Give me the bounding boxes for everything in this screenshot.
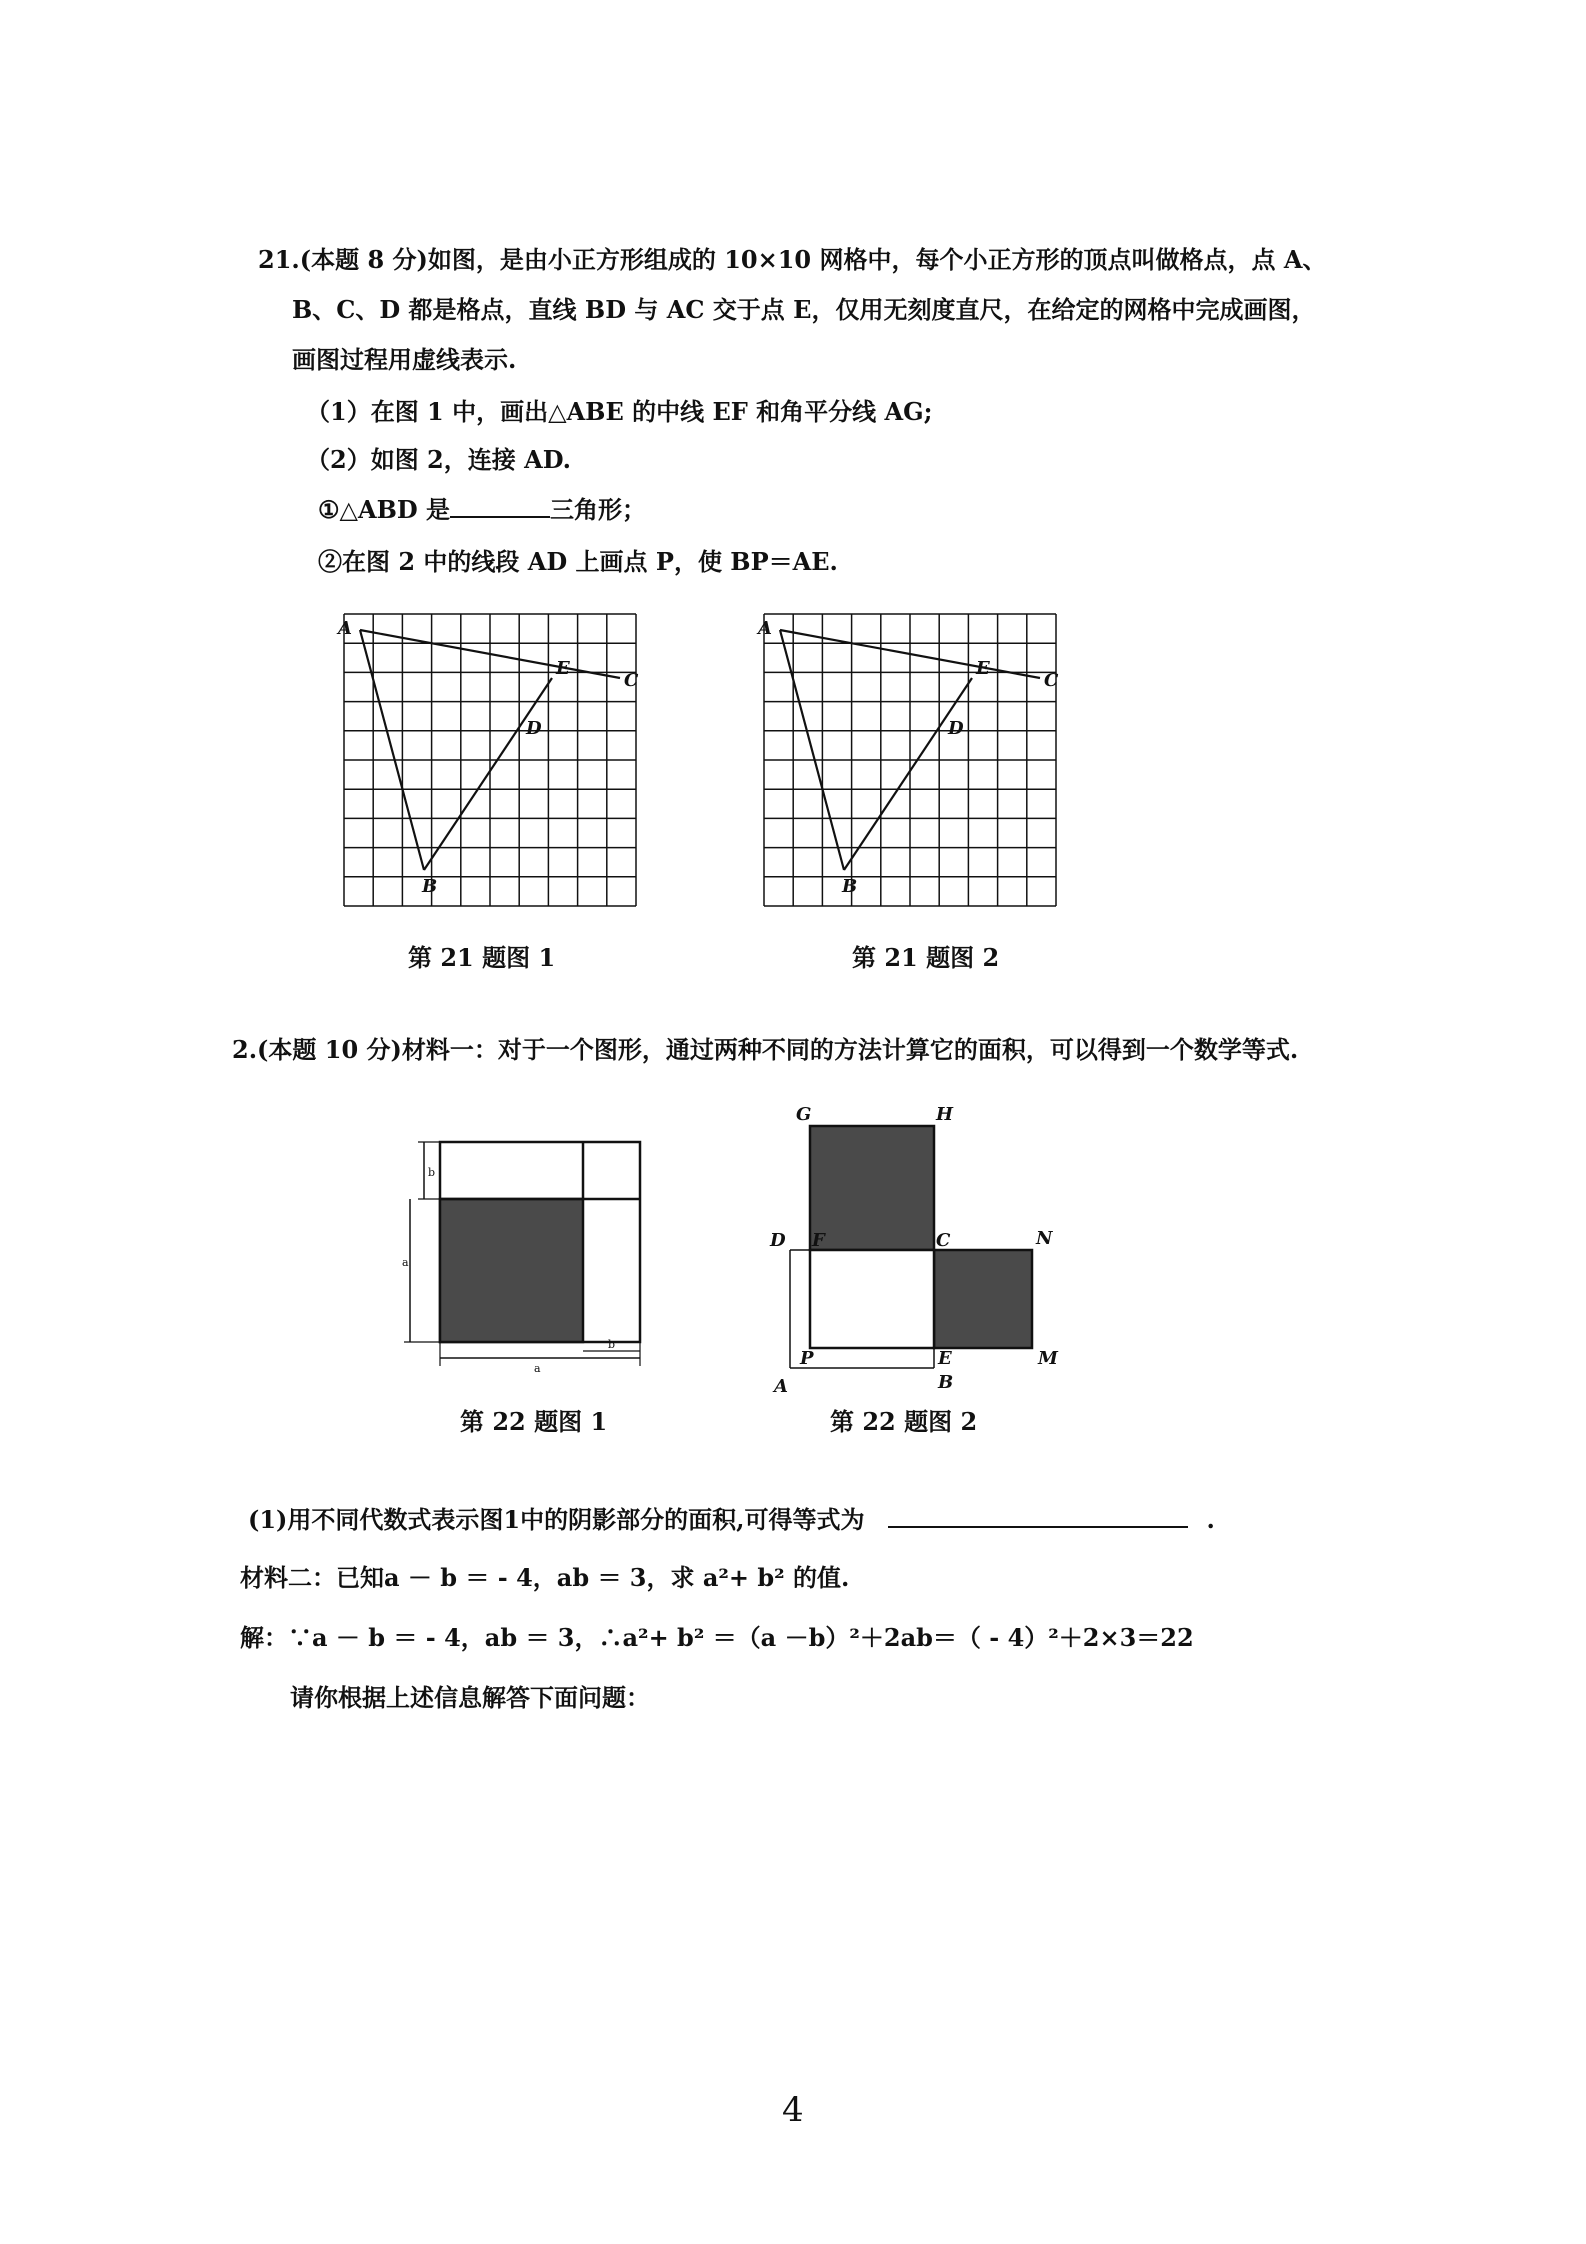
q21-intro-line-2: B、C、D 都是格点，直线 BD 与 AC 交于点 E，仅用无刻度直尺，在给定的网格中完成画图， xyxy=(292,295,1316,324)
grid xyxy=(344,614,636,906)
q21-figure-1 xyxy=(330,600,650,920)
q22-figure-1 xyxy=(400,1126,660,1386)
q21-part-2: （2）如图 2，连接 AD. xyxy=(306,445,572,474)
q21-figure-2-caption: 第 21 题图 2 xyxy=(852,943,1000,972)
q22-figure-1-caption: 第 22 题图 1 xyxy=(460,1407,608,1436)
q22-instruction: 请你根据上述信息解答下面问题： xyxy=(290,1683,650,1712)
point-label-c: C xyxy=(624,670,639,691)
point-label-e: E xyxy=(556,658,570,679)
label-b-bottom: b xyxy=(608,1338,616,1351)
q22-figure-2-caption: 第 22 题图 2 xyxy=(830,1407,978,1436)
point-label-e: E xyxy=(938,1348,952,1369)
q22-part-1 xyxy=(248,1500,1215,1535)
segment-ab xyxy=(360,630,424,870)
q21-figure-1-caption: 第 21 题图 1 xyxy=(408,943,556,972)
q21-part-2b: ②在图 2 中的线段 AD 上画点 P，使 BP＝AE. xyxy=(318,547,838,576)
segment-be xyxy=(424,678,552,870)
white-square xyxy=(810,1250,934,1348)
q21-part-2a-pre: ①△ABD 是 xyxy=(318,495,451,524)
point-label-c: C xyxy=(936,1230,951,1251)
shaded-square-large xyxy=(810,1126,934,1250)
q21-intro-line-1: 21.(本题 8 分)如图，是由小正方形组成的 10×10 网格中，每个小正方形的顶点叫做格点，点 A、 xyxy=(258,245,1327,274)
q21-part-1: （1）在图 1 中，画出△ABE 的中线 EF 和角平分线 AG; xyxy=(306,397,933,426)
q22-figure-2 xyxy=(760,1100,1080,1400)
shaded-square xyxy=(440,1199,583,1342)
point-label-a: A xyxy=(758,618,772,639)
point-label-b: B xyxy=(422,876,438,897)
point-label-n: N xyxy=(1036,1228,1053,1249)
answer-blank xyxy=(450,492,550,518)
label-b-top: b xyxy=(428,1166,436,1179)
shaded-square-small xyxy=(934,1250,1032,1348)
point-label-d: D xyxy=(770,1230,786,1251)
point-label-c: C xyxy=(1044,670,1059,691)
segment-be xyxy=(844,678,972,870)
grid xyxy=(764,614,1056,906)
point-label-d: D xyxy=(526,718,542,739)
q22-solution: 解：∵a － b ＝ - 4，ab ＝ 3，∴a²+ b² ＝（a －b）²＋2ab＝（ - 4）²＋2×3＝22 xyxy=(240,1623,1194,1652)
point-label-p: P xyxy=(800,1348,814,1369)
q22-material-2: 材料二：已知a － b ＝ - 4，ab ＝ 3，求 a²+ b² 的值. xyxy=(240,1563,850,1592)
q21-part-2a xyxy=(318,490,646,525)
q21-figure-2 xyxy=(750,600,1070,920)
q22-part-1-pre: (1)用不同代数式表示图1中的阴影部分的面积,可得等式为 xyxy=(248,1505,865,1534)
label-a-left: a xyxy=(402,1256,409,1269)
point-label-m: M xyxy=(1038,1348,1058,1369)
point-label-e: E xyxy=(976,658,990,679)
page-number: 4 xyxy=(782,2090,804,2130)
q22-part-1-post: . xyxy=(1206,1505,1215,1534)
point-label-f: F xyxy=(812,1230,825,1251)
q21-intro-line-3: 画图过程用虚线表示. xyxy=(292,345,517,374)
q22-intro: 2.(本题 10 分)材料一：对于一个图形，通过两种不同的方法计算它的面积，可以得到一个数学等式. xyxy=(232,1035,1299,1064)
point-label-b: B xyxy=(938,1372,954,1393)
q21-part-2a-post: 三角形； xyxy=(550,495,647,524)
point-label-b: B xyxy=(842,876,858,897)
point-label-a: A xyxy=(338,618,352,639)
point-label-a: A xyxy=(774,1376,788,1397)
label-a-bottom: a xyxy=(534,1362,541,1375)
point-label-g: G xyxy=(796,1104,812,1125)
segment-ab xyxy=(780,630,844,870)
answer-blank xyxy=(888,1502,1188,1528)
point-label-d: D xyxy=(948,718,964,739)
point-label-h: H xyxy=(936,1104,954,1125)
